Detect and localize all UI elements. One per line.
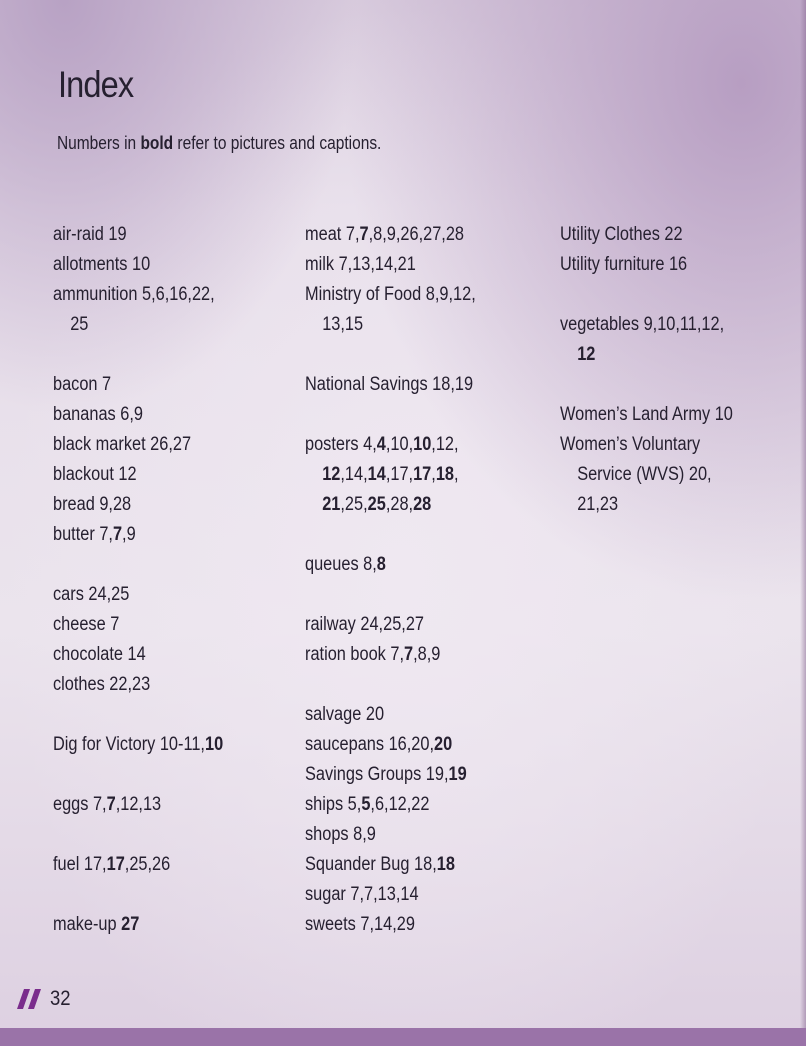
entry-text: 21,23 [577, 494, 619, 515]
entry-text: air-raid 19 [53, 224, 127, 245]
index-entry [53, 220, 127, 250]
index-entry [560, 250, 687, 280]
entry-text: sugar 7,7,13,14 [305, 884, 419, 905]
entry-text: ,28, [385, 494, 414, 515]
entry-text: ,25, [340, 494, 368, 515]
index-entry-continuation [305, 460, 459, 490]
index-entry [305, 910, 415, 940]
entry-text: sweets 7,14,29 [305, 914, 415, 935]
page-ref-bold: 4 [376, 434, 386, 455]
page-ref-bold: 7 [404, 644, 414, 665]
entry-text: 25 [70, 314, 89, 335]
index-entry [53, 520, 136, 550]
entry-text: ,12,13 [115, 794, 162, 815]
entry-text: make-up [53, 914, 122, 935]
index-entry [53, 640, 146, 670]
entry-text: ,14, [340, 464, 368, 485]
page-ref-bold: 27 [121, 914, 140, 935]
index-entry [305, 250, 416, 280]
index-entry [305, 550, 386, 580]
entry-text: posters 4, [305, 434, 377, 455]
index-entry [560, 430, 712, 520]
entry-text: blackout 12 [53, 464, 137, 485]
entry-text: shops 8,9 [305, 824, 376, 845]
index-entry [53, 610, 119, 640]
entry-text: , [431, 464, 436, 485]
index-entry [305, 280, 476, 340]
entry-text: saucepans 16,20, [305, 734, 435, 755]
index-entry [53, 430, 191, 460]
page-edge-shadow [800, 0, 806, 1028]
index-entry [53, 370, 111, 400]
bottom-color-band [0, 1028, 806, 1046]
index-entry [305, 790, 429, 820]
page-ref-bold: 8 [376, 554, 386, 575]
page-number: 32 [50, 987, 71, 1010]
entry-text: ,8,9,26,27,28 [368, 224, 465, 245]
page-ref-bold: 28 [413, 494, 432, 515]
page-ref-bold: 18 [435, 464, 454, 485]
page-ref-bold: 12 [577, 344, 596, 365]
index-entry-continuation [560, 460, 712, 490]
entry-text: queues 8, [305, 554, 377, 575]
entry-text: Utility Clothes 22 [560, 224, 683, 245]
entry-text: Dig for Victory 10-11, [53, 734, 205, 755]
index-entry [560, 220, 683, 250]
index-entry [53, 670, 150, 700]
double-slash-icon [16, 988, 44, 1010]
index-entry [305, 610, 424, 640]
entry-text: ,17, [385, 464, 414, 485]
index-intro [57, 133, 381, 154]
index-entry [305, 220, 464, 250]
index-entry-continuation [305, 490, 459, 520]
entry-text: National Savings 18,19 [305, 374, 474, 395]
page-ref-bold: 19 [448, 764, 467, 785]
index-entry [53, 730, 223, 760]
entry-text: railway 24,25,27 [305, 614, 425, 635]
entry-text: milk 7,13,14,21 [305, 254, 416, 275]
entry-text: bread 9,28 [53, 494, 132, 515]
entry-text: ration book 7, [305, 644, 405, 665]
intro-text-before: Numbers in [57, 133, 141, 153]
page-footer [16, 987, 73, 1011]
entry-text: cheese 7 [53, 614, 120, 635]
page-title: Index [58, 64, 134, 105]
index-entry [305, 700, 384, 730]
index-entry-continuation [53, 310, 215, 340]
entry-text: black market 26,27 [53, 434, 192, 455]
entry-text: ships 5, [305, 794, 362, 815]
entry-text: Women’s Voluntary [560, 434, 701, 455]
index-entry [53, 790, 161, 820]
page-ref-bold: 7 [106, 794, 116, 815]
entry-text: Women’s Land Army 10 [560, 404, 733, 425]
page-ref-bold: 10 [204, 734, 224, 755]
index-entry [305, 730, 452, 760]
entry-text: eggs 7, [53, 794, 107, 815]
entry-text: ,8,9 [413, 644, 441, 665]
entry-text: ,12, [431, 434, 459, 455]
index-entry [305, 640, 440, 670]
index-entry [53, 490, 131, 520]
index-entry [305, 880, 419, 910]
entry-text: 13,15 [322, 314, 364, 335]
page-ref-bold: 25 [367, 494, 386, 515]
entry-text: bananas 6,9 [53, 404, 143, 425]
entry-text: clothes 22,23 [53, 674, 151, 695]
page-ref-bold: 10 [413, 434, 432, 455]
entry-text: Squander Bug 18, [305, 854, 437, 875]
index-entry-continuation [305, 310, 476, 340]
entry-text: fuel 17, [53, 854, 107, 875]
entry-text: Ministry of Food 8,9,12, [305, 284, 476, 305]
entry-text: chocolate 14 [53, 644, 146, 665]
entry-text: ammunition 5,6,16,22, [53, 284, 215, 305]
index-entry [305, 760, 467, 790]
index-entry [560, 310, 724, 370]
index-entry [53, 280, 215, 340]
index-entry [53, 850, 170, 880]
entry-text: Service (WVS) 20, [577, 464, 712, 485]
page-ref-bold: 17 [106, 854, 125, 875]
page-ref-bold: 20 [434, 734, 453, 755]
index-entry [53, 460, 137, 490]
entry-text: Savings Groups 19, [305, 764, 449, 785]
index-entry-continuation [560, 340, 724, 370]
entry-text: meat 7, [305, 224, 360, 245]
index-entry [53, 250, 150, 280]
index-entry [305, 370, 473, 400]
page-ref-bold: 21 [322, 494, 341, 515]
entry-text: Utility furniture 16 [560, 254, 688, 275]
entry-text: , [453, 464, 459, 485]
index-entry [305, 820, 376, 850]
entry-text: allotments 10 [53, 254, 151, 275]
entry-text: bacon 7 [53, 374, 112, 395]
index-entry [305, 430, 459, 520]
page-ref-bold: 7 [359, 224, 369, 245]
intro-text-bold: bold [140, 133, 174, 153]
index-entry [53, 910, 139, 940]
page-ref-bold: 17 [413, 464, 432, 485]
index-entry [53, 400, 143, 430]
page-ref-bold: 12 [322, 464, 341, 485]
index-entry [560, 400, 733, 430]
index-entry [53, 580, 129, 610]
intro-text-after: refer to pictures and captions. [173, 133, 382, 153]
entry-text: ,10, [385, 434, 414, 455]
entry-text: vegetables 9,10,11,12, [560, 314, 725, 335]
entry-text: ,9 [122, 524, 136, 545]
page-ref-bold: 7 [112, 524, 123, 545]
page-ref-bold: 5 [361, 794, 371, 815]
page-ref-bold: 18 [436, 854, 455, 875]
entry-text: butter 7, [53, 524, 113, 545]
page-ref-bold: 14 [367, 464, 386, 485]
index-entry [305, 850, 455, 880]
entry-text: salvage 20 [305, 704, 385, 725]
entry-text: ,6,12,22 [370, 794, 430, 815]
entry-text: cars 24,25 [53, 584, 130, 605]
index-entry-continuation [560, 490, 712, 520]
entry-text: ,25,26 [124, 854, 171, 875]
